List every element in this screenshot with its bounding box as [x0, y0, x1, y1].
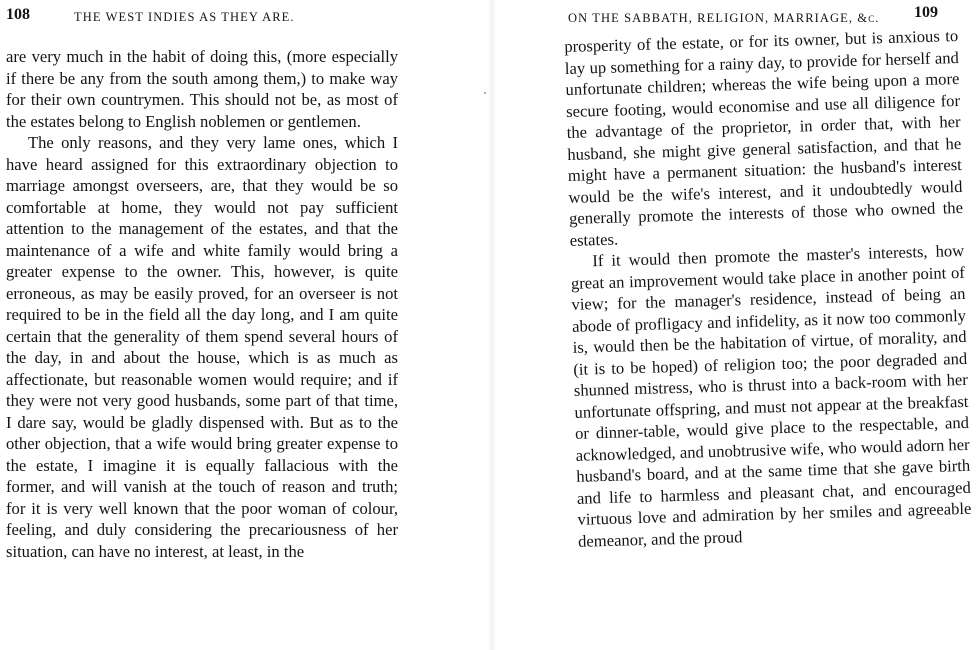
- right-running-title: ON THE SABBATH, RELIGION, MARRIAGE, &c.: [568, 11, 880, 25]
- right-page-number: 109: [914, 4, 938, 21]
- left-running-title: THE WEST INDIES AS THEY ARE.: [74, 10, 295, 24]
- left-paragraph-2: The only reasons, and they very lame ones, which I have heard assigned for this extraordinary objection to marriage amongst overseers, are, that they would be so comfortable at home, they would not pay sufficient attention to the management of the estates, and that the maintenance of a wife and white family would bring a greater expense to the owner. This, however, is quite erroneous, as may be easily proved, for an overseer is not required to be in the field all the day long, and I am quite certain that the generality of them spend several hours of the day, in and about the house, which is as much as affectionate, but reasonable women would require; and if they were not very good husbands, some part of that time, I dare say, would be gladly dispensed with. But as to the other objection, that a wife would bring greater expense to the estate, I imagine it is equally fallacious with the former, and will vanish at the touch of reason and truth; for it is very well known that the poor woman of colour, feeling, and duly considering the precariousness of her situation, can have no interest, at least, in the: [6, 133, 398, 561]
- right-paragraph-1: prosperity of the estate, or for its owner, but is anxious to lay up something for a rainy day, to provide for herself and unfortunate children; whereas the wife being upon a more secure footing, would economise and use all diligence for the advantage of the proprietor, in order that, with her husband, she might give general satisfaction, and that he might have a permanent situation: the husband's interest would be the wife's interest, and it undoubtedly would generally promote the interests of those who owned the estates.: [564, 25, 964, 250]
- left-paragraph-1: are very much in the habit of doing this, (more especially if there be any from the south among them,) to make way for their own countrymen. This should not be, as most of the estates belong to English noblemen or gentlemen.: [6, 47, 398, 131]
- left-page-number: 108: [6, 6, 30, 23]
- right-paragraph-2: If it would then promote the master's interests, how great an improvement would take place in another point of view; for the manager's residence, instead of being an abode of profligacy and infidelity, as it now too commonly is, would then be the habitation of virtue, of morality, and (it is to be hoped) of religion too; the poor degraded and shunned mistress, who is thrust into a back-room with her unfortunate offspring, and must not appear at the breakfast or dinner-table, would give place to the respectable, and acknowledged, and unobtrusive wife, who would adorn her husband's board, and at the same time that she gave birth and life to harmless and pleasant chat, and encouraged virtuous love and admiration by her smiles and agreeable demeanor, and the proud: [570, 240, 972, 551]
- right-page-body: [564, 25, 972, 552]
